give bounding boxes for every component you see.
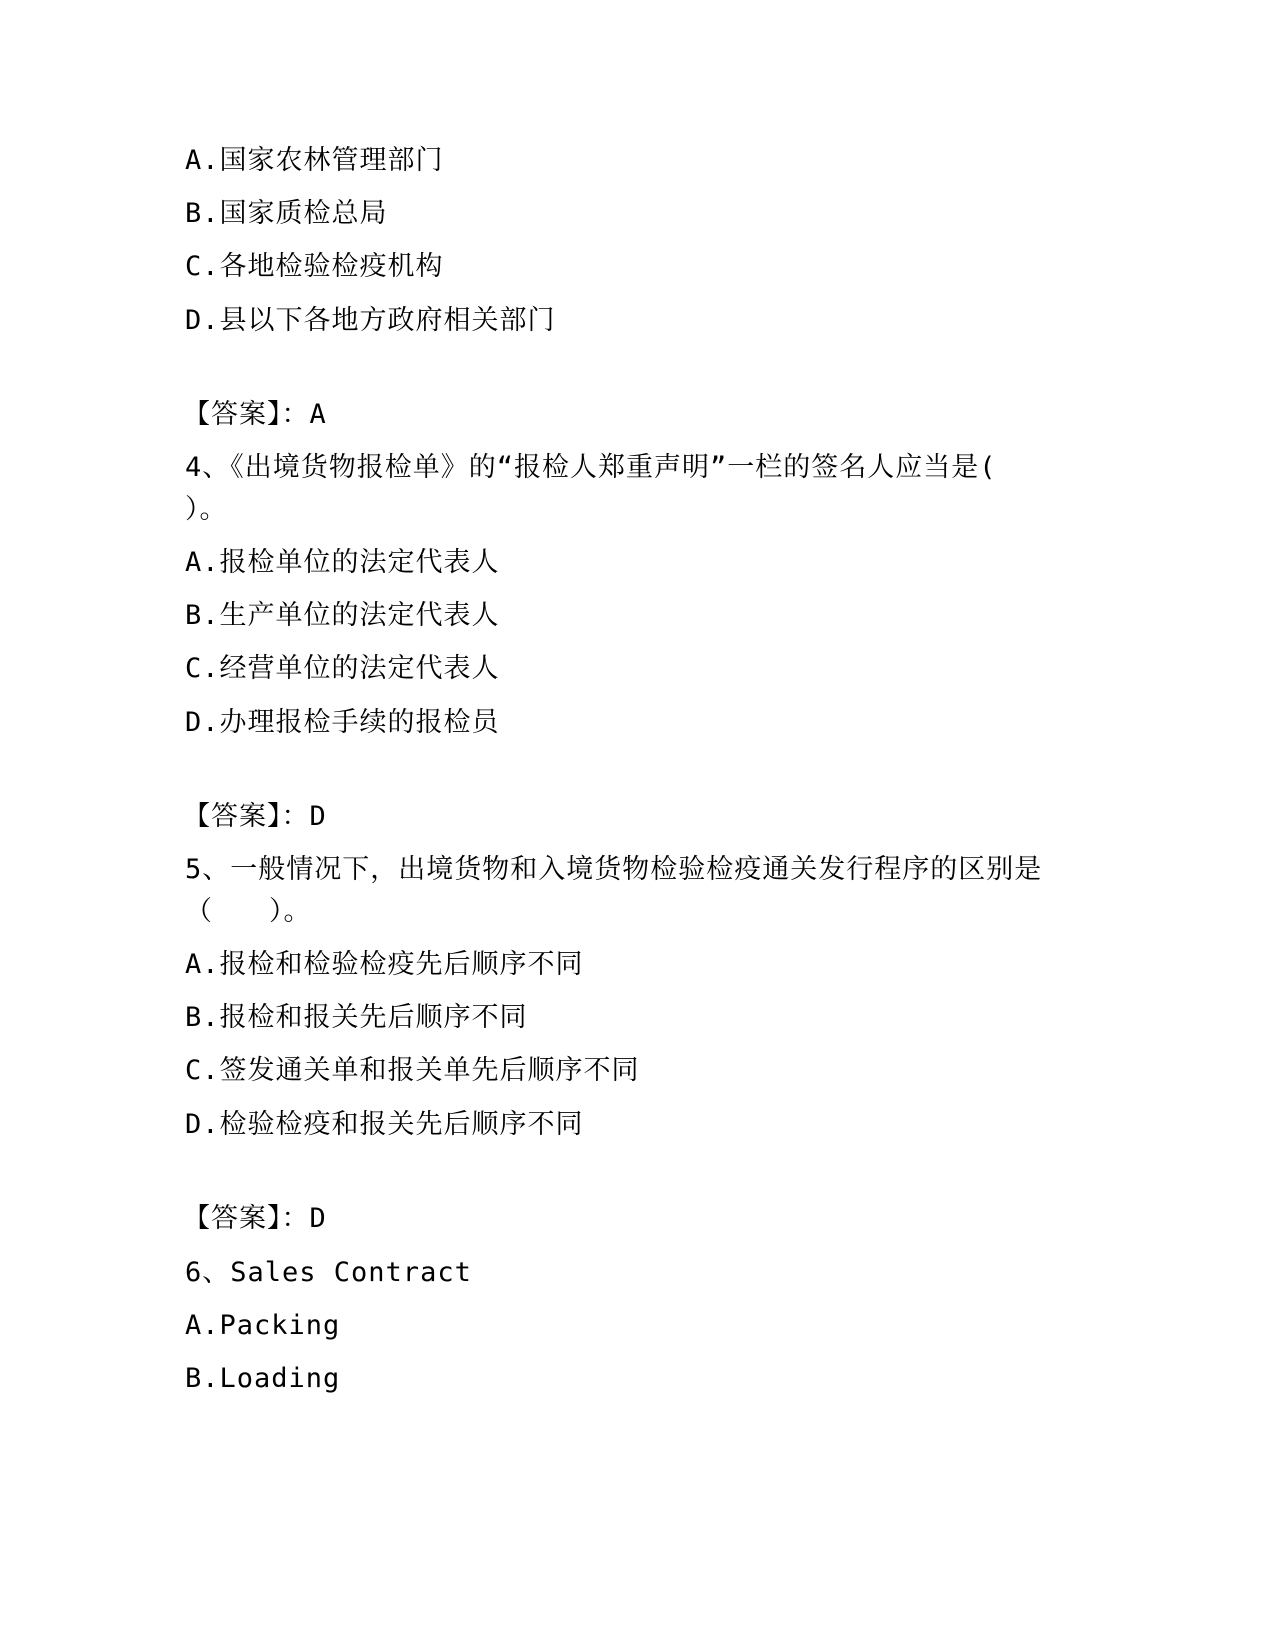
- answer-line: 【答案】：A: [183, 399, 327, 430]
- option-b: B.Loading: [185, 1363, 341, 1394]
- option-a: A.Packing: [185, 1310, 341, 1341]
- option-b: B.报检和报关先后顺序不同: [185, 1002, 528, 1033]
- option-b: B.生产单位的法定代表人: [185, 600, 500, 631]
- option-d: D.办理报检手续的报检员: [185, 707, 500, 738]
- question-text: 5、一般情况下，出境货物和入境货物检验检疫通关发行程序的区别是: [185, 854, 1043, 885]
- option-b: B.国家质检总局: [185, 198, 388, 229]
- question-text: 4、《出境货物报检单》的“报检人郑重声明”一栏的签名人应当是(: [185, 452, 997, 483]
- answer-line: 【答案】：D: [183, 801, 327, 832]
- question-text-continued: ）。: [185, 494, 228, 525]
- option-c: C.签发通关单和报关单先后顺序不同: [185, 1055, 640, 1086]
- answer-line: 【答案】：D: [183, 1203, 327, 1234]
- question-text-continued: （ ）。: [185, 896, 312, 927]
- option-c: C.各地检验检疫机构: [185, 251, 444, 282]
- option-d: D.县以下各地方政府相关部门: [185, 305, 556, 336]
- option-d: D.检验检疫和报关先后顺序不同: [185, 1109, 584, 1140]
- option-c: C.经营单位的法定代表人: [185, 653, 500, 684]
- question-text: 6、Sales Contract: [185, 1257, 472, 1288]
- option-a: A.报检和检验检疫先后顺序不同: [185, 949, 584, 980]
- option-a: A.报检单位的法定代表人: [185, 547, 500, 578]
- option-a: A.国家农林管理部门: [185, 145, 444, 176]
